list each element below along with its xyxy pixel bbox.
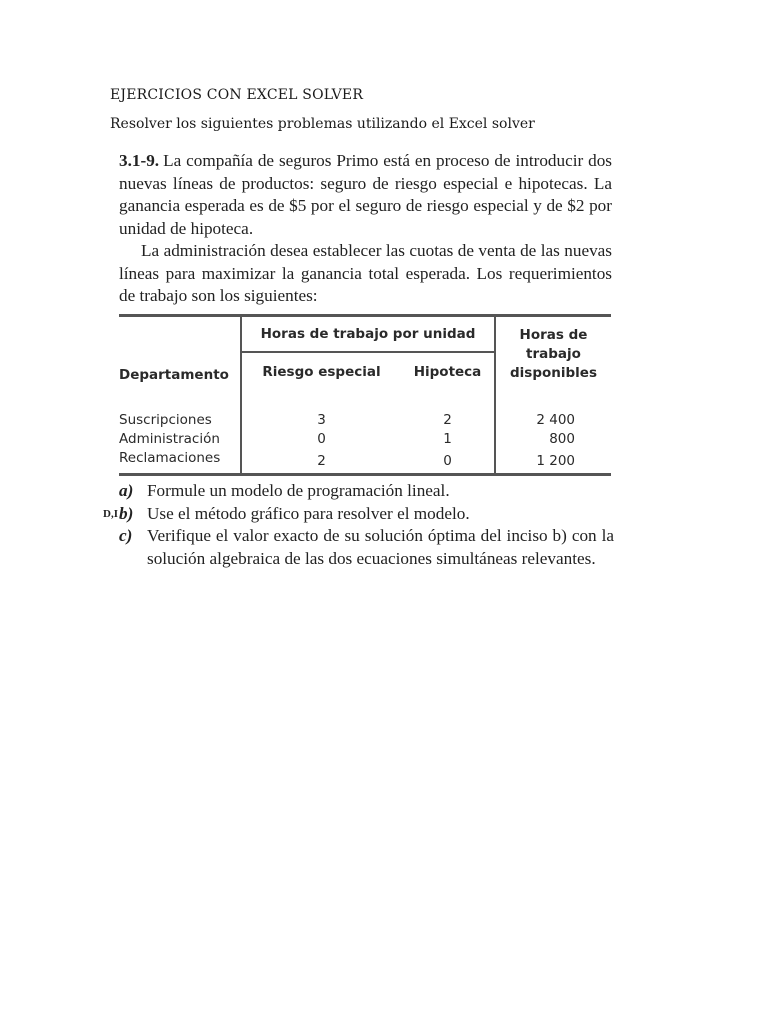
department-cell: Reclamaciones <box>119 448 241 475</box>
question-text: Formule un modelo de programación lineal. <box>147 481 450 500</box>
question-c <box>119 525 614 570</box>
labor-requirements-table <box>119 314 611 476</box>
riesgo-cell: 2 <box>241 448 401 475</box>
problem-number: 3.1-9. <box>119 151 160 170</box>
question-b <box>103 503 614 526</box>
problem-paragraph-2: La administración desea establecer las cuotas de venta de las nuevas líneas para maximizar la ganancia total esperada. Los requerimientos de trabajo son los siguientes: <box>119 241 612 305</box>
question-marker: D,I <box>103 507 118 520</box>
problem-text-1: La compañía de seguros Primo está en proceso de introducir dos nuevas líneas de productos: seguro de riesgo especial e hipotecas. La ganancia esperada es de $5 por el seguro de riesgo especial y de $2 por unidad de hipoteca. <box>119 151 612 238</box>
question-label: b) <box>119 503 134 523</box>
header-available-hours: Horas de trabajo disponibles <box>495 316 611 392</box>
department-cell: Administración <box>119 429 241 448</box>
riesgo-cell: 3 <box>317 411 326 428</box>
question-text: Verifique el valor exacto de su solución óptima del inciso b) con la solución algebraica de las dos ecuaciones simultáneas relevantes. <box>147 526 614 568</box>
header-group-hours-per-unit: Horas de trabajo por unidad <box>241 316 495 353</box>
department-cell: Suscripciones <box>119 410 241 429</box>
page-subheading: Resolver los siguientes problemas utilizando el Excel solver <box>110 116 535 132</box>
available-cell: 2 400 <box>536 411 575 428</box>
question-list <box>103 480 614 570</box>
hipoteca-cell: 1 <box>401 429 495 448</box>
page-heading: EJERCICIOS CON EXCEL SOLVER <box>110 87 364 103</box>
available-cell: 1 200 <box>495 448 611 475</box>
hipoteca-cell: 2 <box>401 410 495 429</box>
problem-paragraph-1 <box>119 150 612 240</box>
header-department: Departamento <box>119 316 241 392</box>
table-row <box>119 448 611 475</box>
header-hipoteca: Hipoteca <box>401 352 495 391</box>
question-text: Use el método gráfico para resolver el modelo. <box>147 503 470 523</box>
riesgo-cell: 0 <box>317 430 326 447</box>
question-a <box>119 480 614 503</box>
table-row <box>119 410 611 429</box>
question-label: c) <box>119 526 133 545</box>
table-row <box>119 429 611 448</box>
question-label: a) <box>119 481 134 500</box>
hipoteca-cell: 0 <box>401 448 495 475</box>
header-riesgo-especial: Riesgo especial <box>262 364 381 380</box>
problem-statement <box>119 150 612 308</box>
available-cell: 800 <box>549 430 575 447</box>
